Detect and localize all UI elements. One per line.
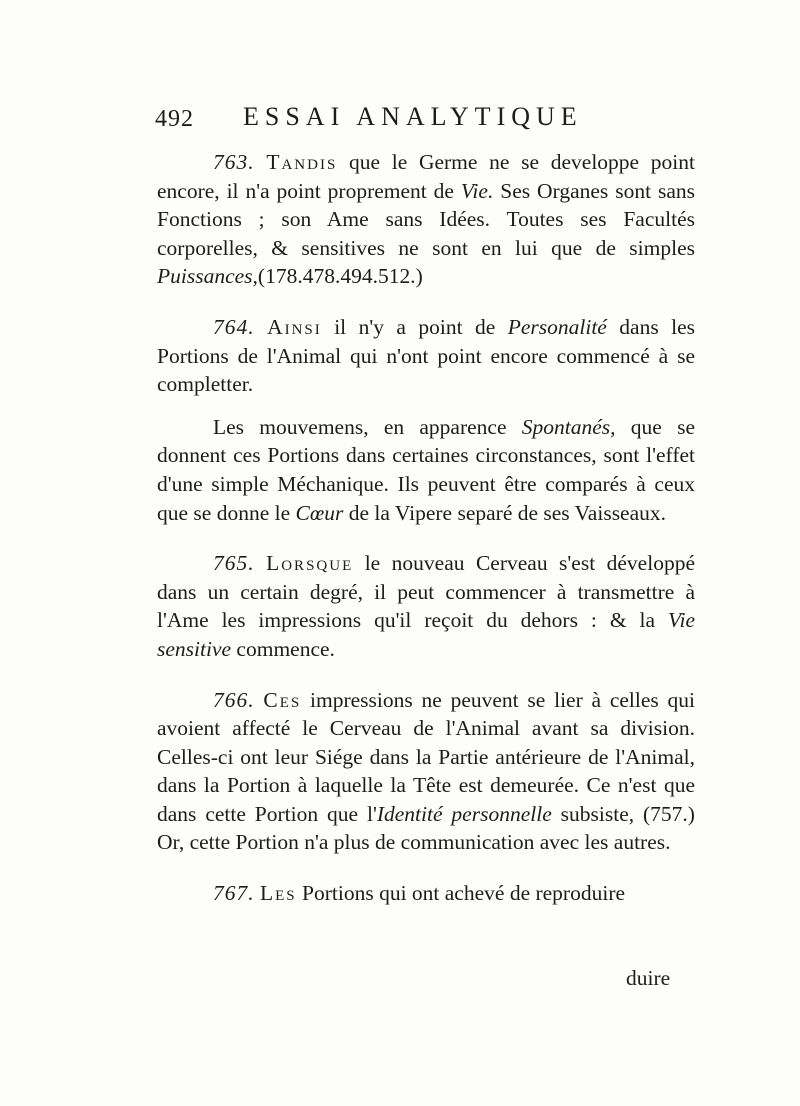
paragraph-number: 763. [213, 150, 255, 174]
text-run: Les mouvemens, en apparence [213, 414, 522, 439]
page-header [155, 98, 700, 138]
lead-word: Les [260, 881, 297, 906]
paragraph-766 [157, 686, 695, 858]
paragraph-764 [157, 313, 695, 399]
text-run: commence. [231, 636, 335, 661]
text-run: il n'y a point de [321, 314, 508, 339]
body-text [157, 148, 695, 930]
paragraph-number: 766. [213, 687, 255, 712]
paragraph-763 [157, 148, 695, 291]
paragraph-number: 765. [213, 551, 255, 576]
italic-term: Puissances, [157, 264, 258, 289]
text-run: impressions ne peuvent se lier à celles qui avoient affecté le Cerveau de l'Animal avant sa division. Celles-ci ont leur Siége dans la Partie antérieure de l'Animal, dans la Portion à laquelle la Tête est demeurée. Ce n'est que dans cette Portion que l' [157, 687, 696, 826]
lead-word: Lorsque [266, 551, 354, 576]
text-run: de la Vipere separé de ses Vaisseaux. [343, 500, 667, 525]
lead-word: Tandis [266, 150, 338, 174]
italic-term: Identité personnelle [376, 801, 552, 826]
italic-term: Personalité [507, 314, 607, 339]
paragraph-number: 767. [213, 881, 255, 906]
italic-term: Spontanés, [521, 414, 616, 439]
text-run: le nouveau Cerveau s'est développé dans un certain degré, il peut commencer à transmettre à l'Ame les impressions qu'il reçoit du dehors : & la [157, 551, 695, 633]
italic-term: Vie sensitive [157, 608, 695, 661]
cross-reference: (178.478.494.512.) [257, 264, 423, 289]
paragraph-765 [157, 549, 695, 663]
italic-term: Vie. [460, 178, 494, 203]
paragraph-767 [157, 879, 695, 908]
paragraph-number: 764. [213, 314, 255, 339]
text-run: Portions qui ont achevé de reproduire [296, 881, 626, 906]
lead-word: Ainsi [267, 314, 322, 339]
catchword: duire [626, 966, 671, 990]
text-run: dans les Portions de l'Animal qui n'ont point encore commencé à se completter. [157, 314, 696, 397]
paragraph-764-continued [157, 413, 695, 527]
running-title: ESSAI ANALYTIQUE [243, 102, 583, 131]
text-run: que se donnent ces Portions dans certaines circonstances, sont l'effet d'une simple Méchanique. Ils peuvent être comparés à ceux que se donne le [157, 414, 695, 525]
lead-word: Ces [263, 687, 302, 712]
page-number: 492 [155, 106, 194, 132]
italic-term: Cœur [295, 500, 344, 525]
text-run: subsiste, (757.) Or, cette Portion n'a plus de communication avec les autres. [157, 801, 695, 855]
text-run: que le Germe ne se developpe point encore, il n'a point proprement de [157, 150, 695, 203]
text-run: Ses Organes sont sans Fonctions ; son Ame sans Idées. Toutes ses Facultés corporelles, & sensitives ne sont en lui que de simples [157, 178, 695, 260]
